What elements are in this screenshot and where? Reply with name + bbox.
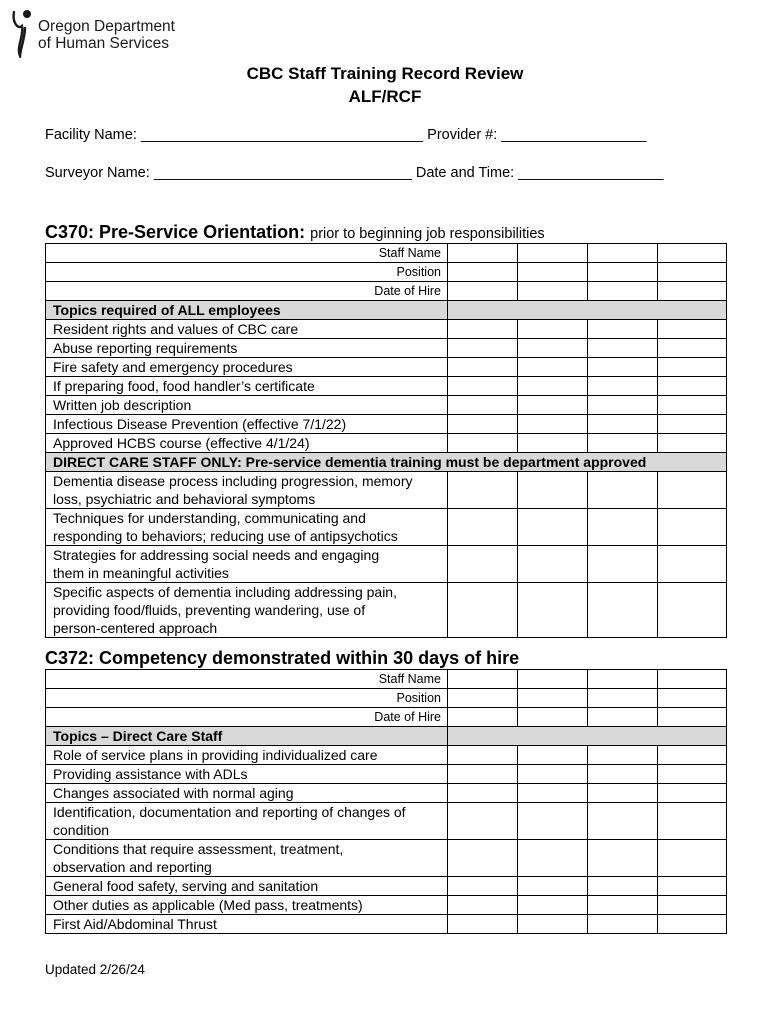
record-cell[interactable] [588, 415, 658, 434]
topic-row [46, 509, 727, 546]
record-cell[interactable] [518, 472, 588, 509]
record-cell[interactable] [658, 434, 727, 453]
record-cell[interactable] [658, 583, 727, 638]
topic-label [46, 840, 448, 877]
topic-label [46, 583, 448, 638]
topic-label [46, 896, 448, 915]
record-cell[interactable] [448, 320, 518, 339]
topic-label: Fire safety and emergency procedures [46, 358, 448, 377]
record-cell[interactable] [448, 896, 518, 915]
topic-row [46, 784, 727, 803]
position-header-label: Position [46, 689, 448, 708]
direct-care-topics-band-fill [448, 727, 727, 746]
record-cell[interactable] [448, 434, 518, 453]
record-cell[interactable] [518, 396, 588, 415]
record-cell[interactable] [588, 396, 658, 415]
direct-care-band [46, 453, 727, 472]
record-cell[interactable] [658, 708, 727, 727]
topic-line: responding to behaviors; reducing use of antipsychotics [53, 528, 398, 544]
person-logo-icon [10, 8, 34, 58]
record-cell[interactable] [518, 877, 588, 896]
logo-line-1: Oregon Department [38, 18, 175, 35]
record-cell[interactable] [518, 765, 588, 784]
topic-label: Approved HCBS course (effective 4/1/24) [46, 434, 448, 453]
record-cell[interactable] [588, 244, 658, 263]
topic-line: Strategies for addressing social needs and engaging [53, 547, 380, 563]
staff-name-header-row [46, 670, 727, 689]
record-cell[interactable] [518, 434, 588, 453]
record-cell[interactable] [588, 583, 658, 638]
record-cell[interactable] [518, 282, 588, 301]
position-header-row [46, 689, 727, 708]
record-cell[interactable] [448, 509, 518, 546]
record-cell[interactable] [518, 840, 588, 877]
topic-line: Role of service plans in providing individualized care [53, 747, 378, 763]
record-cell[interactable] [588, 689, 658, 708]
record-cell[interactable] [588, 263, 658, 282]
record-cell[interactable] [588, 840, 658, 877]
record-cell[interactable] [658, 784, 727, 803]
record-cell[interactable] [588, 877, 658, 896]
record-cell[interactable] [658, 396, 727, 415]
record-cell[interactable] [658, 746, 727, 765]
topic-label [46, 472, 448, 509]
position-header-label: Position [46, 263, 448, 282]
record-cell[interactable] [448, 415, 518, 434]
all-employees-band-fill [448, 301, 727, 320]
record-cell[interactable] [518, 708, 588, 727]
record-cell[interactable] [518, 915, 588, 934]
record-cell[interactable] [518, 377, 588, 396]
c370-table [45, 243, 727, 638]
record-cell[interactable] [448, 396, 518, 415]
topic-row [46, 746, 727, 765]
record-cell[interactable] [658, 765, 727, 784]
record-cell[interactable] [518, 415, 588, 434]
record-cell[interactable] [448, 358, 518, 377]
record-cell[interactable] [658, 339, 727, 358]
record-cell[interactable] [588, 358, 658, 377]
topic-label [46, 509, 448, 546]
topic-line: condition [53, 822, 110, 838]
record-cell[interactable] [658, 244, 727, 263]
c372-table [45, 669, 727, 934]
record-cell[interactable] [588, 896, 658, 915]
record-cell[interactable] [658, 877, 727, 896]
c372-heading: C372: Competency demonstrated within 30 days of hire [45, 648, 520, 668]
topic-row [46, 803, 727, 840]
topic-label [46, 546, 448, 583]
record-cell[interactable] [658, 689, 727, 708]
record-cell[interactable] [448, 915, 518, 934]
direct-care-topics-band-label: Topics – Direct Care Staff [46, 727, 448, 746]
record-cell[interactable] [518, 320, 588, 339]
topic-row [46, 840, 727, 877]
record-cell[interactable] [448, 746, 518, 765]
topic-row [46, 583, 727, 638]
record-cell[interactable] [658, 915, 727, 934]
topic-line: Other duties as applicable (Med pass, treatments) [53, 897, 363, 913]
topic-row [46, 339, 727, 358]
record-cell[interactable] [448, 282, 518, 301]
record-cell[interactable] [448, 784, 518, 803]
topic-label [46, 784, 448, 803]
topic-label: Abuse reporting requirements [46, 339, 448, 358]
record-cell[interactable] [448, 263, 518, 282]
record-cell[interactable] [588, 670, 658, 689]
topic-row [46, 320, 727, 339]
record-cell[interactable] [588, 472, 658, 509]
direct-care-topics-band [46, 727, 727, 746]
record-cell[interactable] [588, 434, 658, 453]
record-cell[interactable] [658, 896, 727, 915]
record-cell[interactable] [658, 263, 727, 282]
record-cell[interactable] [448, 472, 518, 509]
record-cell[interactable] [448, 803, 518, 840]
document-title: CBC Staff Training Record Review [246, 64, 524, 83]
topic-label [46, 915, 448, 934]
record-cell[interactable] [518, 546, 588, 583]
staff-name-header-label: Staff Name [46, 670, 448, 689]
topic-row [46, 896, 727, 915]
position-header-row [46, 263, 727, 282]
record-cell[interactable] [448, 583, 518, 638]
record-cell[interactable] [588, 546, 658, 583]
topic-row [46, 396, 727, 415]
record-cell[interactable] [588, 803, 658, 840]
logo-line-2: of Human Services [38, 35, 169, 52]
topic-row [46, 765, 727, 784]
record-cell[interactable] [588, 915, 658, 934]
topic-line: them in meaningful activities [53, 565, 229, 581]
c370-subheading: prior to beginning job responsibilities [310, 226, 545, 242]
topic-line: person-centered approach [53, 620, 218, 636]
record-cell[interactable] [448, 765, 518, 784]
record-cell[interactable] [658, 282, 727, 301]
topic-label: Infectious Disease Prevention (effective 7/1/22) [46, 415, 448, 434]
topic-row [46, 377, 727, 396]
all-employees-band [46, 301, 727, 320]
direct-care-band-label: DIRECT CARE STAFF ONLY: Pre-service dementia training must be department approved [46, 453, 727, 472]
staff-name-header-label: Staff Name [46, 244, 448, 263]
c370-heading-text: C370: Pre-Service Orientation: [45, 222, 306, 242]
topic-line: observation and reporting [53, 859, 212, 875]
record-cell[interactable] [518, 896, 588, 915]
record-cell[interactable] [518, 670, 588, 689]
record-cell[interactable] [588, 708, 658, 727]
record-cell[interactable] [588, 509, 658, 546]
record-cell[interactable] [518, 689, 588, 708]
record-cell[interactable] [588, 339, 658, 358]
topic-line: Specific aspects of dementia including addressing pain, [53, 584, 397, 600]
record-cell[interactable] [518, 358, 588, 377]
topic-row [46, 915, 727, 934]
topic-line: Conditions that require assessment, treatment, [53, 841, 344, 857]
record-cell[interactable] [448, 708, 518, 727]
record-cell[interactable] [448, 840, 518, 877]
record-cell[interactable] [658, 377, 727, 396]
topic-label [46, 803, 448, 840]
odhs-logo [10, 8, 185, 58]
record-cell[interactable] [658, 840, 727, 877]
date-of-hire-header-row [46, 708, 727, 727]
topic-line: loss, psychiatric and behavioral symptoms [53, 491, 316, 507]
record-cell[interactable] [518, 509, 588, 546]
document-subtitle: ALF/RCF [348, 87, 422, 106]
record-cell[interactable] [518, 784, 588, 803]
record-cell[interactable] [588, 320, 658, 339]
topic-line: providing food/fluids, preventing wandering, use of [53, 602, 366, 618]
record-cell[interactable] [658, 546, 727, 583]
topic-label: Resident rights and values of CBC care [46, 320, 448, 339]
record-cell[interactable] [658, 472, 727, 509]
topic-line: Changes associated with normal aging [53, 785, 294, 801]
topic-line: Providing assistance with ADLs [53, 766, 248, 782]
record-cell[interactable] [658, 320, 727, 339]
record-cell[interactable] [518, 746, 588, 765]
record-cell[interactable] [658, 358, 727, 377]
record-cell[interactable] [448, 877, 518, 896]
record-cell[interactable] [448, 689, 518, 708]
topic-label [46, 765, 448, 784]
topic-row [46, 358, 727, 377]
facility-provider-line: Facility Name: ___________________________________ Provider #: __________________ [45, 127, 647, 143]
topic-label [46, 877, 448, 896]
topic-line: First Aid/Abdominal Thrust [53, 916, 217, 932]
record-cell[interactable] [518, 583, 588, 638]
record-cell[interactable] [518, 244, 588, 263]
record-cell[interactable] [448, 670, 518, 689]
topic-row [46, 877, 727, 896]
topic-label: If preparing food, food handler’s certificate [46, 377, 448, 396]
updated-date: Updated 2/26/24 [45, 962, 145, 977]
topic-row [46, 472, 727, 509]
date-of-hire-header-label: Date of Hire [46, 708, 448, 727]
staff-name-header-row [46, 244, 727, 263]
record-cell[interactable] [658, 415, 727, 434]
record-cell[interactable] [518, 803, 588, 840]
record-cell[interactable] [448, 377, 518, 396]
record-cell[interactable] [588, 765, 658, 784]
topic-label: Written job description [46, 396, 448, 415]
c370-heading [45, 222, 545, 243]
record-cell[interactable] [518, 263, 588, 282]
record-cell[interactable] [588, 377, 658, 396]
record-cell[interactable] [448, 244, 518, 263]
record-cell[interactable] [658, 670, 727, 689]
topic-row [46, 415, 727, 434]
topic-row [46, 546, 727, 583]
record-cell[interactable] [658, 509, 727, 546]
topic-line: Dementia disease process including progression, memory [53, 473, 413, 489]
topic-row [46, 434, 727, 453]
surveyor-date-line: Surveyor Name: ________________________________ Date and Time: __________________ [45, 165, 664, 181]
all-employees-band-label: Topics required of ALL employees [46, 301, 448, 320]
date-of-hire-header-row [46, 282, 727, 301]
record-cell[interactable] [588, 282, 658, 301]
record-cell[interactable] [518, 339, 588, 358]
record-cell[interactable] [588, 784, 658, 803]
date-of-hire-header-label: Date of Hire [46, 282, 448, 301]
topic-line: Identification, documentation and reporting of changes of [53, 804, 406, 820]
topic-line: General food safety, serving and sanitation [53, 878, 319, 894]
record-cell[interactable] [448, 339, 518, 358]
record-cell[interactable] [588, 746, 658, 765]
topic-label [46, 746, 448, 765]
topic-line: Techniques for understanding, communicating and [53, 510, 366, 526]
record-cell[interactable] [658, 803, 727, 840]
record-cell[interactable] [448, 546, 518, 583]
